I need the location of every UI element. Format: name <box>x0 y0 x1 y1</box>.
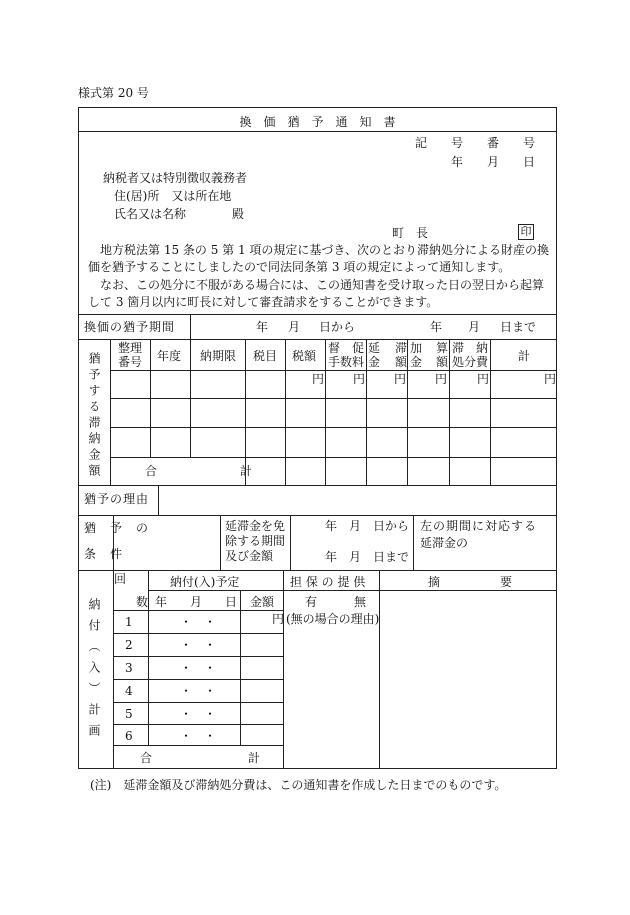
yen-kasan: 円 <box>435 372 448 386</box>
h-kei: 計 <box>518 349 531 363</box>
schedule-row-5: 5 <box>125 707 133 721</box>
schedule-row-line-6 <box>113 724 283 725</box>
arrears-side-label: 猶予する滞納金額 <box>87 352 101 480</box>
col-line-kei <box>490 339 491 485</box>
yen-zeigaku: 円 <box>312 372 325 386</box>
footnote: (注) 延滞金額及び滞納処分費は、この通知書を作成した日までのものです。 <box>90 778 507 792</box>
kai-label: 回 <box>114 572 127 586</box>
plan-amount-divider <box>240 590 241 745</box>
go-label-2: 号 <box>523 136 536 150</box>
h-seiri-1: 整理 <box>118 341 143 355</box>
conditions-exempt-right <box>290 515 291 570</box>
yen-tokusoku: 円 <box>353 372 366 386</box>
schedule-row-2: 2 <box>125 638 133 652</box>
schedule-row-line-4 <box>113 679 283 680</box>
h-seiri-2: 番号 <box>118 355 143 369</box>
schedule-row-1: 1 <box>125 615 133 629</box>
col-line-zeigaku <box>285 339 286 485</box>
conditions-corr-left <box>413 515 414 570</box>
name-label: 氏名又は名称 <box>114 207 187 221</box>
period-divider <box>190 314 191 339</box>
nen-label: 年 <box>451 155 464 169</box>
h-zeigaku: 税額 <box>292 349 317 363</box>
arrears-total-b: 計 <box>240 464 253 478</box>
schedule-row-4: 4 <box>125 684 133 698</box>
exempt-line-2: 除する期間 <box>225 534 286 548</box>
h-zeimoku: 税目 <box>253 349 278 363</box>
arrears-row-line-1 <box>110 370 557 371</box>
schedule-dots-5: ・ ・ <box>180 707 217 721</box>
schedule-row-6: 6 <box>125 729 133 743</box>
h-entai-2: 滞 <box>395 341 408 355</box>
schedule-kai-divider <box>148 570 149 745</box>
col-line-kasan <box>407 339 408 485</box>
collateral-yes: 有 <box>305 595 318 609</box>
h-tokusoku-2: 手数料 <box>328 355 365 369</box>
schedule-dots-4: ・ ・ <box>180 684 217 698</box>
h-nendo: 年度 <box>157 349 182 363</box>
schedule-dots-6: ・ ・ <box>180 729 217 743</box>
exempt-line-1: 延滞金を免 <box>225 519 286 533</box>
h-entai-4: 額 <box>395 355 408 369</box>
period-to-day: 日まで <box>500 320 537 334</box>
dono-label: 殿 <box>232 207 245 221</box>
collateral-label: 担 保 の 提 供 <box>290 575 366 589</box>
col-line-taino <box>449 339 450 485</box>
period-from-day: 日から <box>319 320 356 334</box>
plan-amount: 金額 <box>250 595 275 609</box>
arrears-total-a: 合 <box>145 464 158 478</box>
yen-entai: 円 <box>394 372 407 386</box>
h-taino-1: 滞 納 <box>452 341 489 355</box>
corresponding-line-2: 延滞金の <box>420 536 469 550</box>
schedule-collateral-left <box>283 570 284 769</box>
schedule-dots-2: ・ ・ <box>180 638 217 652</box>
reason-top-rule <box>78 485 557 486</box>
exempt-from: 年 月 日から <box>325 519 410 533</box>
schedule-yen: 円 <box>272 612 285 626</box>
h-kasan-2: 算 <box>436 341 449 355</box>
schedule-row-line-3 <box>113 656 283 657</box>
form-title: 換 価 猶 予 通 知 書 <box>239 115 396 129</box>
h-entai-1: 延 <box>368 341 381 355</box>
notice-paragraph-2: なお、この処分に不服がある場合には、この通知書を受け取った日の翌日から起算して 3 箇月以内に町長に対して審査請求をすることができます。 <box>88 278 545 309</box>
schedule-side-label: 納付（入）計画 <box>87 598 101 745</box>
hi-label: 日 <box>523 155 536 169</box>
yen-taino: 円 <box>477 372 490 386</box>
h-noukigen: 納期限 <box>200 349 237 363</box>
collateral-sub-rule <box>283 590 557 591</box>
schedule-remarks-left <box>379 570 380 769</box>
h-entai-3: 金 <box>368 355 381 369</box>
col-line-tokusoku <box>325 339 326 485</box>
corresponding-line-1: 左の期間に対応する <box>420 519 538 533</box>
ki-label: 記 <box>415 136 428 150</box>
period-from-year: 年 <box>256 320 269 334</box>
h-kasan-4: 額 <box>436 355 449 369</box>
arrears-row-line-4 <box>110 457 557 458</box>
conditions-top-rule <box>78 515 557 516</box>
plan-sub-rule <box>148 590 283 591</box>
taxpayer-label: 納税者又は特別徴収義務者 <box>103 171 248 185</box>
arrears-side-divider <box>110 339 111 485</box>
go-label-1: 号 <box>451 136 464 150</box>
seal-mark: 印 <box>518 224 534 240</box>
reason-label: 猶予の理由 <box>84 492 150 506</box>
period-from-month: 月 <box>288 320 301 334</box>
form-number: 様式第 20 号 <box>78 86 149 100</box>
h-kasan-1: 加 <box>410 341 423 355</box>
period-label: 換価の猶予期間 <box>84 320 176 334</box>
schedule-row-line-5 <box>113 702 283 703</box>
ban-label: 番 <box>487 136 500 150</box>
mayor-label: 町 長 <box>392 226 429 240</box>
exempt-to: 年 月 日まで <box>325 550 410 564</box>
schedule-row-line-7 <box>113 745 283 746</box>
plan-month: 月 <box>190 595 203 609</box>
notice-paragraph-1: 地方税法第 15 条の 5 第 1 項の規定に基づき、次のとおり滞納処分による財産の換価を猶予することにしましたので同法同条第 3 項の規定によって通知します。 <box>88 243 549 274</box>
collateral-none-reason: (無の場合の理由) <box>286 612 380 626</box>
yen-kei: 円 <box>544 372 557 386</box>
plan-day: 日 <box>225 595 238 609</box>
schedule-dots-1: ・ ・ <box>180 615 217 629</box>
title-rule <box>78 131 557 132</box>
schedule-top-rule <box>78 570 557 571</box>
schedule-total-a: 合 <box>140 751 153 765</box>
exempt-line-3: 及び金額 <box>225 549 274 563</box>
conditions-side-a: 猶予の <box>84 521 163 535</box>
suu-label: 数 <box>136 595 149 609</box>
conditions-exempt-left <box>220 515 221 570</box>
tsuki-label: 月 <box>487 155 500 169</box>
schedule-dots-3: ・ ・ <box>180 661 217 675</box>
arrears-row-line-2 <box>110 398 557 399</box>
col-line-entai <box>366 339 367 485</box>
schedule-row-line-1 <box>113 610 283 611</box>
period-to-month: 月 <box>468 320 481 334</box>
arrears-row-line-3 <box>110 427 557 428</box>
h-kasan-3: 金 <box>410 355 423 369</box>
reason-divider <box>158 485 159 515</box>
plan-label: 納付(入)予定 <box>170 575 240 589</box>
h-tokusoku-1: 督 促 <box>328 341 365 355</box>
address-label: 住(居)所 又は所在地 <box>114 189 232 203</box>
conditions-side-divider <box>113 515 114 570</box>
schedule-total-b: 計 <box>248 751 261 765</box>
h-taino-2: 処分費 <box>452 355 489 369</box>
period-to-year: 年 <box>430 320 443 334</box>
schedule-row-3: 3 <box>125 661 133 675</box>
schedule-side-divider <box>113 570 114 769</box>
schedule-row-line-2 <box>113 633 283 634</box>
remarks-label: 摘 要 <box>428 575 513 589</box>
conditions-side-b: 条件 <box>84 547 137 561</box>
period-top-rule <box>78 314 557 315</box>
collateral-no: 無 <box>354 595 367 609</box>
plan-year: 年 <box>155 595 168 609</box>
